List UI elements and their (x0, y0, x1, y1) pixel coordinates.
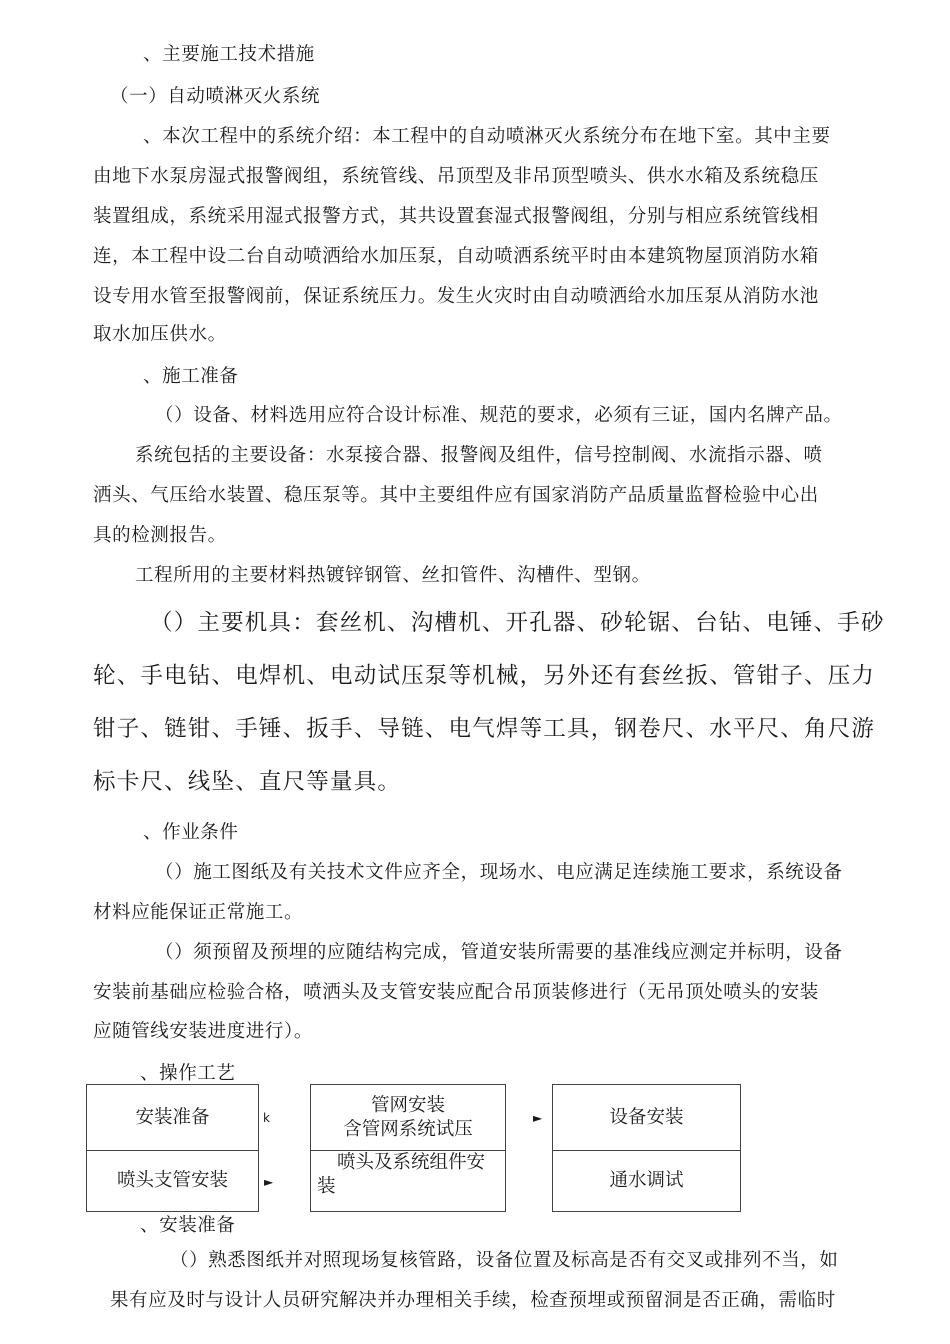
flow-box-label: 装 (317, 1176, 336, 1197)
paragraph-line-large: 轮、手电钻、电焊机、电动试压泵等机械，另外还有套丝扳、管钳子、压力 (93, 663, 876, 689)
arrow-right-icon: k (263, 1111, 270, 1125)
heading-main-measures: 、主要施工技术措施 (143, 44, 315, 65)
heading-preparation: 、施工准备 (143, 366, 239, 387)
paragraph-line-large: 钳子、链钳、手锤、扳手、导链、电气焊等工具，钢卷尺、水平尺、角尺游 (93, 716, 876, 742)
paragraph-line: 连，本工程中设二台自动喷洒给水加压泵，自动喷洒系统平时由本建筑物屋顶消防水箱 (93, 246, 819, 267)
paragraph-line: 由地下水泵房湿式报警阀组，系统管线、吊顶型及非吊顶型喷头、供水水箱及系统稳压 (93, 166, 819, 187)
flow-box-equipment-install (552, 1084, 741, 1151)
paragraph-line: 工程所用的主要材料热镀锌钢管、丝扣管件、沟槽件、型钢。 (135, 565, 651, 586)
flow-box-sprinkler-components (310, 1150, 506, 1212)
paragraph-line: 材料应能保证正常施工。 (93, 902, 304, 923)
heading-operation-process: 、操作工艺 (140, 1063, 236, 1084)
flow-box-label: 喷头及系统组件安 (337, 1152, 486, 1173)
flow-box-install-prep (86, 1084, 259, 1151)
flow-box-label: 通水调试 (609, 1170, 684, 1191)
paragraph-line-large: （）主要机具：套丝机、沟槽机、开孔器、砂轮锯、台钻、电锤、手砂 (150, 610, 885, 636)
paragraph-line: 果有应及时与设计人员研究解决并办理相关手续，检查预埋或预留洞是否正确，需临时 (110, 1290, 836, 1311)
flow-box-water-test (552, 1150, 741, 1212)
paragraph-line-large: 标卡尺、线坠、直尺等量具。 (93, 769, 402, 795)
paragraph-line: （）设备、材料选用应符合设计标准、规范的要求，必须有三证，国内名牌产品。 (155, 405, 843, 426)
heading-sprinkler-system: （一）自动喷淋灭火系统 (110, 86, 321, 107)
arrow-right-icon: ► (533, 1111, 543, 1125)
heading-work-conditions: 、作业条件 (143, 822, 239, 843)
paragraph-line: 洒头、气压给水装置、稳压泵等。其中主要组件应有国家消防产品质量监督检验中心出 (93, 485, 819, 506)
paragraph-line: （）熟悉图纸并对照现场复核管路，设备位置及标高是否有交叉或排列不当，如 (170, 1250, 839, 1271)
paragraph-line: 设专用水管至报警阀前，保证系统压力。发生火灾时由自动喷洒给水加压泵从消防水池 (93, 286, 819, 307)
heading-install-prep: 、安装准备 (140, 1215, 236, 1236)
paragraph-line: 装置组成，系统采用湿式报警方式，其共设置套湿式报警阀组，分别与相应系统管线相 (93, 206, 819, 227)
flow-box-label: 安装准备 (135, 1106, 210, 1128)
flow-box-pipe-network (310, 1084, 506, 1151)
paragraph-line: 系统包括的主要设备：水泵接合器、报警阀及组件，信号控制阀、水流指示器、喷 (135, 445, 823, 466)
flow-box-label: 含管网系统试压 (343, 1118, 473, 1140)
paragraph-line: （）施工图纸及有关技术文件应齐全，现场水、电应满足连续施工要求，系统设备 (155, 862, 843, 883)
flow-box-sprinkler-branch (86, 1150, 259, 1212)
paragraph-line: 、本次工程中的系统介绍：本工程中的自动喷淋灭火系统分布在地下室。其中主要 (143, 126, 831, 147)
paragraph-line: 具的检测报告。 (93, 525, 227, 546)
flow-box-label: 喷头支管安装 (116, 1170, 228, 1191)
paragraph-line: 安装前基础应检验合格，喷洒头及支管安装应配合吊顶装修进行（无吊顶处喷头的安装 (93, 982, 819, 1003)
flow-box-label: 设备安装 (609, 1106, 684, 1128)
paragraph-line: 应随管线安装进度进行）。 (93, 1021, 313, 1042)
paragraph-line: 取水加压供水。 (93, 324, 227, 345)
flow-box-label: 管网安装 (370, 1094, 445, 1116)
arrow-right-icon: ► (264, 1175, 274, 1189)
paragraph-line: （）须预留及预埋的应随结构完成，管道安装所需要的基准线应测定并标明，设备 (155, 942, 843, 963)
